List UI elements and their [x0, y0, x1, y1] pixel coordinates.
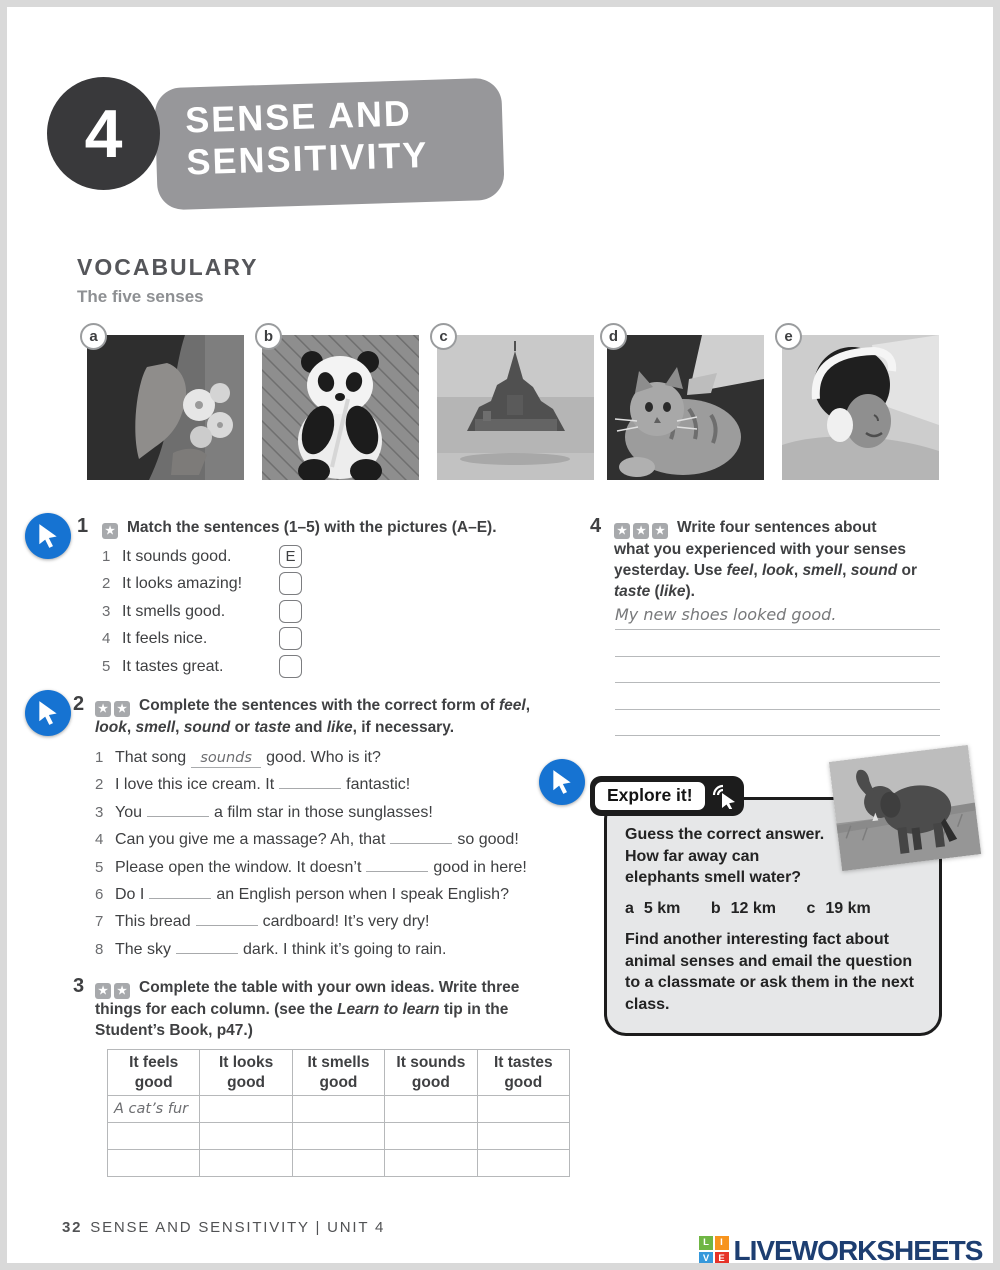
- table-cell[interactable]: [477, 1123, 569, 1150]
- writing-line-2[interactable]: [615, 657, 940, 684]
- exercise2-instruction: ★ ★ Complete the sentences with the correct form of feel, look, smell, sound or taste and like, if necessary.: [95, 695, 575, 738]
- exercise1-number: 1: [77, 515, 89, 537]
- gapfill-item-2: 2 I love this ice cream. It fantastic!: [95, 776, 411, 794]
- table-header-smells: It smells good: [292, 1050, 384, 1096]
- table-cell[interactable]: [477, 1150, 569, 1177]
- picture-b: [262, 328, 419, 480]
- table-cell[interactable]: [292, 1096, 384, 1123]
- table-cell[interactable]: [385, 1123, 477, 1150]
- footer-page-number: 32: [62, 1219, 83, 1236]
- table-cell[interactable]: [292, 1150, 384, 1177]
- answer-box-1[interactable]: E: [279, 545, 302, 568]
- gap-blank-4[interactable]: [390, 830, 452, 844]
- picture-a-image-smelling-flowers: [87, 335, 244, 480]
- table-header-looks: It looks good: [200, 1050, 292, 1096]
- table-cell[interactable]: [108, 1123, 200, 1150]
- picture-e-image-headphones: [782, 335, 939, 480]
- table-header-tastes: It tastes good: [477, 1050, 569, 1096]
- mouse-pointer-icon: [35, 523, 61, 549]
- unit-number-badge: [47, 77, 160, 190]
- answer-box-3[interactable]: [279, 600, 302, 623]
- click-cursor-icon: [707, 783, 741, 809]
- table-header-feels: It feels good: [108, 1050, 200, 1096]
- gapfill-item-1: 1 That song sounds good. Who is it?: [95, 749, 381, 766]
- difficulty-star-icon: [114, 983, 130, 999]
- exercise1-instruction: ★ Match the sentences (1–5) with the pictures (A–E).: [102, 517, 542, 539]
- section-subtitle: The five senses: [77, 287, 204, 306]
- gapfill-item-8: 8 The sky dark. I think it’s going to rain.: [95, 940, 447, 958]
- gapfill-item-6: 6 Do I an English person when I speak English?: [95, 885, 509, 903]
- gap-blank-2[interactable]: [279, 775, 341, 789]
- match-item-2: 2 It looks amazing!: [102, 570, 432, 597]
- mouse-pointer-icon: [549, 769, 575, 795]
- section-title: VOCABULARY: [77, 254, 259, 280]
- difficulty-star-icon: [652, 523, 668, 539]
- table-row: [108, 1123, 570, 1150]
- picture-a-label: a: [80, 323, 107, 350]
- table-cell[interactable]: [200, 1096, 292, 1123]
- liveworksheets-logo-text: LIVEWORKSHEETS: [733, 1235, 983, 1266]
- table-cell[interactable]: [200, 1123, 292, 1150]
- explore-it-tab[interactable]: [590, 776, 744, 816]
- option-b: b 12 km: [710, 899, 776, 917]
- table-cell[interactable]: [108, 1150, 200, 1177]
- gap-blank-7[interactable]: [196, 912, 258, 926]
- example-answer-line[interactable]: My new shoes looked good.: [615, 605, 940, 630]
- match-item-4: 4 It feels nice.: [102, 625, 432, 652]
- interactive-pointer-button-ex2[interactable]: [25, 690, 71, 736]
- footer-breadcrumb: 32 SENSE AND SENSITIVITY | UNIT 4: [62, 1219, 386, 1236]
- table-cell[interactable]: A cat’s fur: [108, 1096, 200, 1123]
- match-item-5: 5 It tastes great.: [102, 653, 432, 680]
- picture-b-label: b: [255, 323, 282, 350]
- picture-b-image-panda: [262, 335, 419, 480]
- explore-question: How far away can elephants smell water?: [625, 847, 802, 886]
- table-row: [108, 1096, 570, 1123]
- gap-blank-1[interactable]: sounds: [191, 749, 261, 768]
- gapfill-item-4: 4 Can you give me a massage? Ah, that so good!: [95, 831, 519, 849]
- table-cell[interactable]: [477, 1096, 569, 1123]
- picture-d-label: d: [600, 323, 627, 350]
- answer-box-4[interactable]: [279, 627, 302, 650]
- gap-blank-3[interactable]: [147, 803, 209, 817]
- exercise3-instruction: ★ ★ Complete the table with your own ideas. Write three things for each column. (see the Learn to learn tip in the Student’s Book, p47.): [95, 977, 585, 1041]
- gap-blank-6[interactable]: [149, 885, 211, 899]
- picture-c-label: c: [430, 323, 457, 350]
- difficulty-star-icon: [102, 523, 118, 539]
- table-cell[interactable]: [200, 1150, 292, 1177]
- picture-c-image-island-castle: [437, 335, 594, 480]
- option-a: a 5 km: [625, 899, 681, 917]
- writing-line-3[interactable]: [615, 683, 940, 710]
- gapfill-item-7: 7 This bread cardboard! It’s very dry!: [95, 913, 430, 931]
- difficulty-star-icon: [614, 523, 630, 539]
- table-cell[interactable]: [385, 1096, 477, 1123]
- unit-title-line1: SENSE AND: [184, 92, 413, 141]
- picture-e-label: e: [775, 323, 802, 350]
- writing-line-1[interactable]: [615, 630, 940, 657]
- unit-title-banner: [154, 78, 505, 211]
- elephant-photo: [829, 745, 981, 871]
- gapfill-item-5: 5 Please open the window. It doesn’t good in here!: [95, 858, 527, 876]
- table-header-sounds: It sounds good: [385, 1050, 477, 1096]
- liveworksheets-logo: [699, 1235, 982, 1267]
- exercise4-writing-area: [615, 605, 940, 736]
- exercise1-items: [102, 543, 432, 680]
- exercise2-number: 2: [73, 693, 85, 715]
- explore-task: Find another interesting fact about animal senses and email the question to a classmate or ask them in the next class.: [625, 931, 914, 1013]
- table-cell[interactable]: [292, 1123, 384, 1150]
- gapfill-item-3: 3 You a film star in those sunglasses!: [95, 803, 433, 821]
- match-item-3: 3 It smells good.: [102, 598, 432, 625]
- exercise4-number: 4: [590, 515, 602, 537]
- option-c: c 19 km: [806, 899, 871, 917]
- writing-line-4[interactable]: [615, 710, 940, 737]
- difficulty-star-icon: [95, 701, 111, 717]
- difficulty-star-icon: [95, 983, 111, 999]
- picture-d: [607, 328, 764, 480]
- answer-box-5[interactable]: [279, 655, 302, 678]
- mouse-pointer-icon: [35, 700, 61, 726]
- unit-title-line2: SENSITIVITY: [185, 134, 430, 183]
- answer-box-2[interactable]: [279, 572, 302, 595]
- difficulty-star-icon: [114, 701, 130, 717]
- table-row: [108, 1150, 570, 1177]
- picture-d-image-cat-stroked: [607, 335, 764, 480]
- difficulty-star-icon: [633, 523, 649, 539]
- gap-blank-8[interactable]: [176, 940, 238, 954]
- interactive-pointer-button-ex1[interactable]: [25, 513, 71, 559]
- picture-e: [782, 328, 939, 480]
- table-cell[interactable]: [385, 1150, 477, 1177]
- exercise3-number: 3: [73, 975, 85, 997]
- picture-a: [87, 328, 244, 480]
- match-item-1: 1 It sounds good. E: [102, 543, 432, 570]
- liveworksheets-logo-icon: L I V E: [699, 1236, 729, 1266]
- explore-options: [625, 898, 927, 920]
- picture-c: [437, 328, 594, 480]
- unit-number: 4: [84, 95, 123, 172]
- exercise4-instruction: ★ ★ ★ Write four sentences about what you experienced with your senses yesterday. Use feel, look, smell, sound or taste (like).: [614, 517, 964, 602]
- gap-blank-5[interactable]: [366, 858, 428, 872]
- senses-table: [107, 1049, 570, 1177]
- explore-intro: Guess the correct answer.: [625, 826, 825, 843]
- explore-it-title: Explore it!: [593, 780, 707, 812]
- interactive-pointer-button-explore[interactable]: [539, 759, 585, 805]
- exercise2-items: [95, 744, 573, 963]
